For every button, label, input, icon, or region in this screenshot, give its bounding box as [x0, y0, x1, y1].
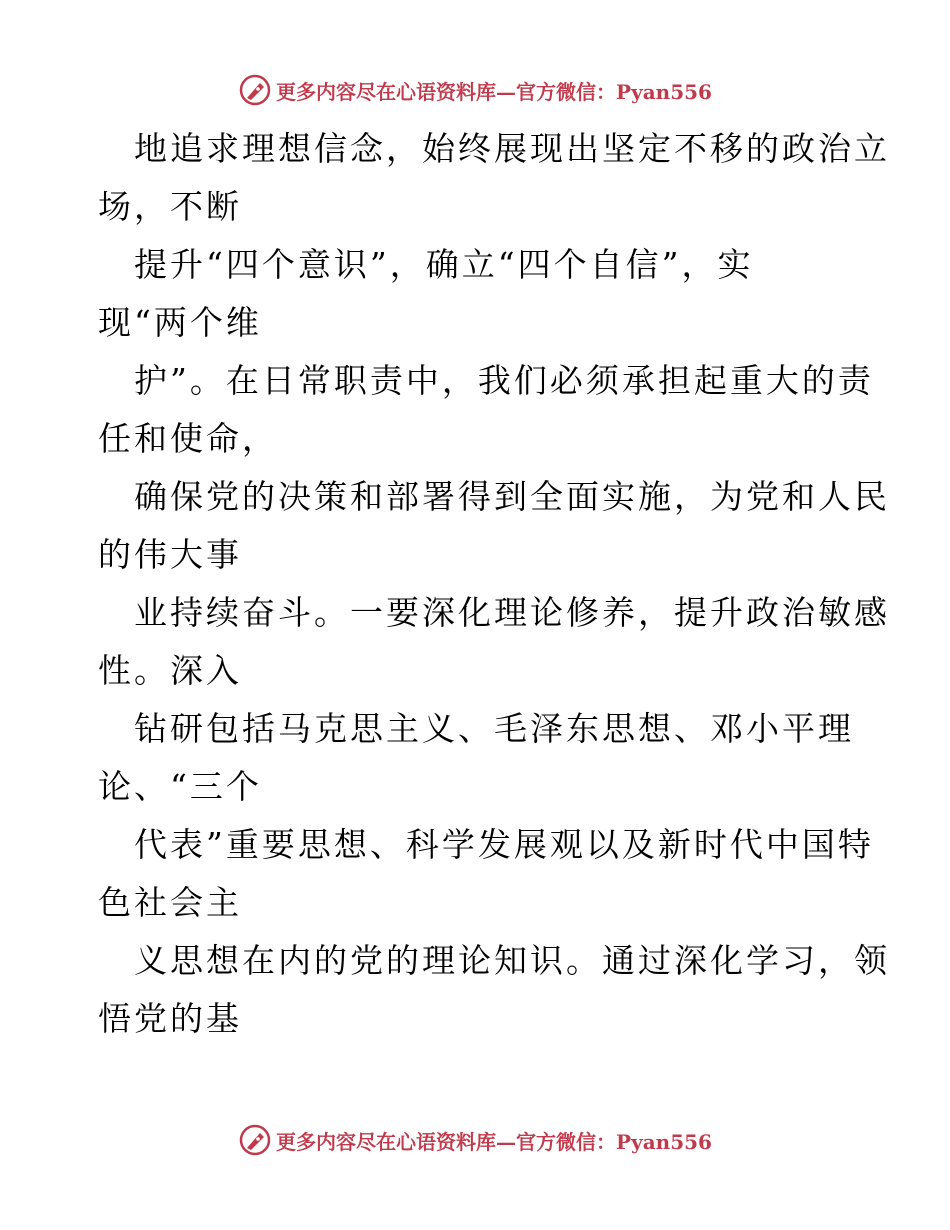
text-line: 的伟大事: [98, 535, 242, 574]
text-line: 钻研包括马克思主义、毛泽东思想、邓小平理: [134, 709, 854, 748]
header-banner: [0, 70, 950, 110]
text-line: 性。深入: [98, 651, 242, 690]
text-line: 任和使命，: [98, 419, 278, 458]
text-line: 提升“四个意识”，确立“四个自信”，实: [134, 245, 754, 284]
document-body: [98, 120, 890, 1048]
text-line: 悟党的基: [98, 999, 242, 1038]
text-line: 色社会主: [98, 883, 242, 922]
text-line: 地追求理想信念，始终展现出坚定不移的政治立: [134, 129, 890, 168]
banner-text: 更多内容尽在心语资料库—官方微信：Pyan556: [276, 79, 712, 104]
text-line: 业持续奋斗。一要深化理论修养，提升政治敏感: [134, 593, 890, 632]
text-line: 现“两个维: [98, 303, 262, 342]
pen-nib-circle-icon: [238, 73, 272, 107]
text-line: 义思想在内的党的理论知识。通过深化学习，领: [134, 941, 890, 980]
text-line: 论、“三个: [98, 767, 262, 806]
pen-nib-circle-icon: [238, 1123, 272, 1157]
text-line: 场，不断: [98, 187, 242, 226]
footer-banner: [0, 1120, 950, 1160]
text-line: 确保党的决策和部署得到全面实施，为党和人民: [134, 477, 890, 516]
banner-text: 更多内容尽在心语资料库—官方微信：Pyan556: [276, 1129, 712, 1154]
text-line: 代表”重要思想、科学发展观以及新时代中国特: [134, 825, 874, 864]
text-line: 护”。在日常职责中，我们必须承担起重大的责: [134, 361, 874, 400]
